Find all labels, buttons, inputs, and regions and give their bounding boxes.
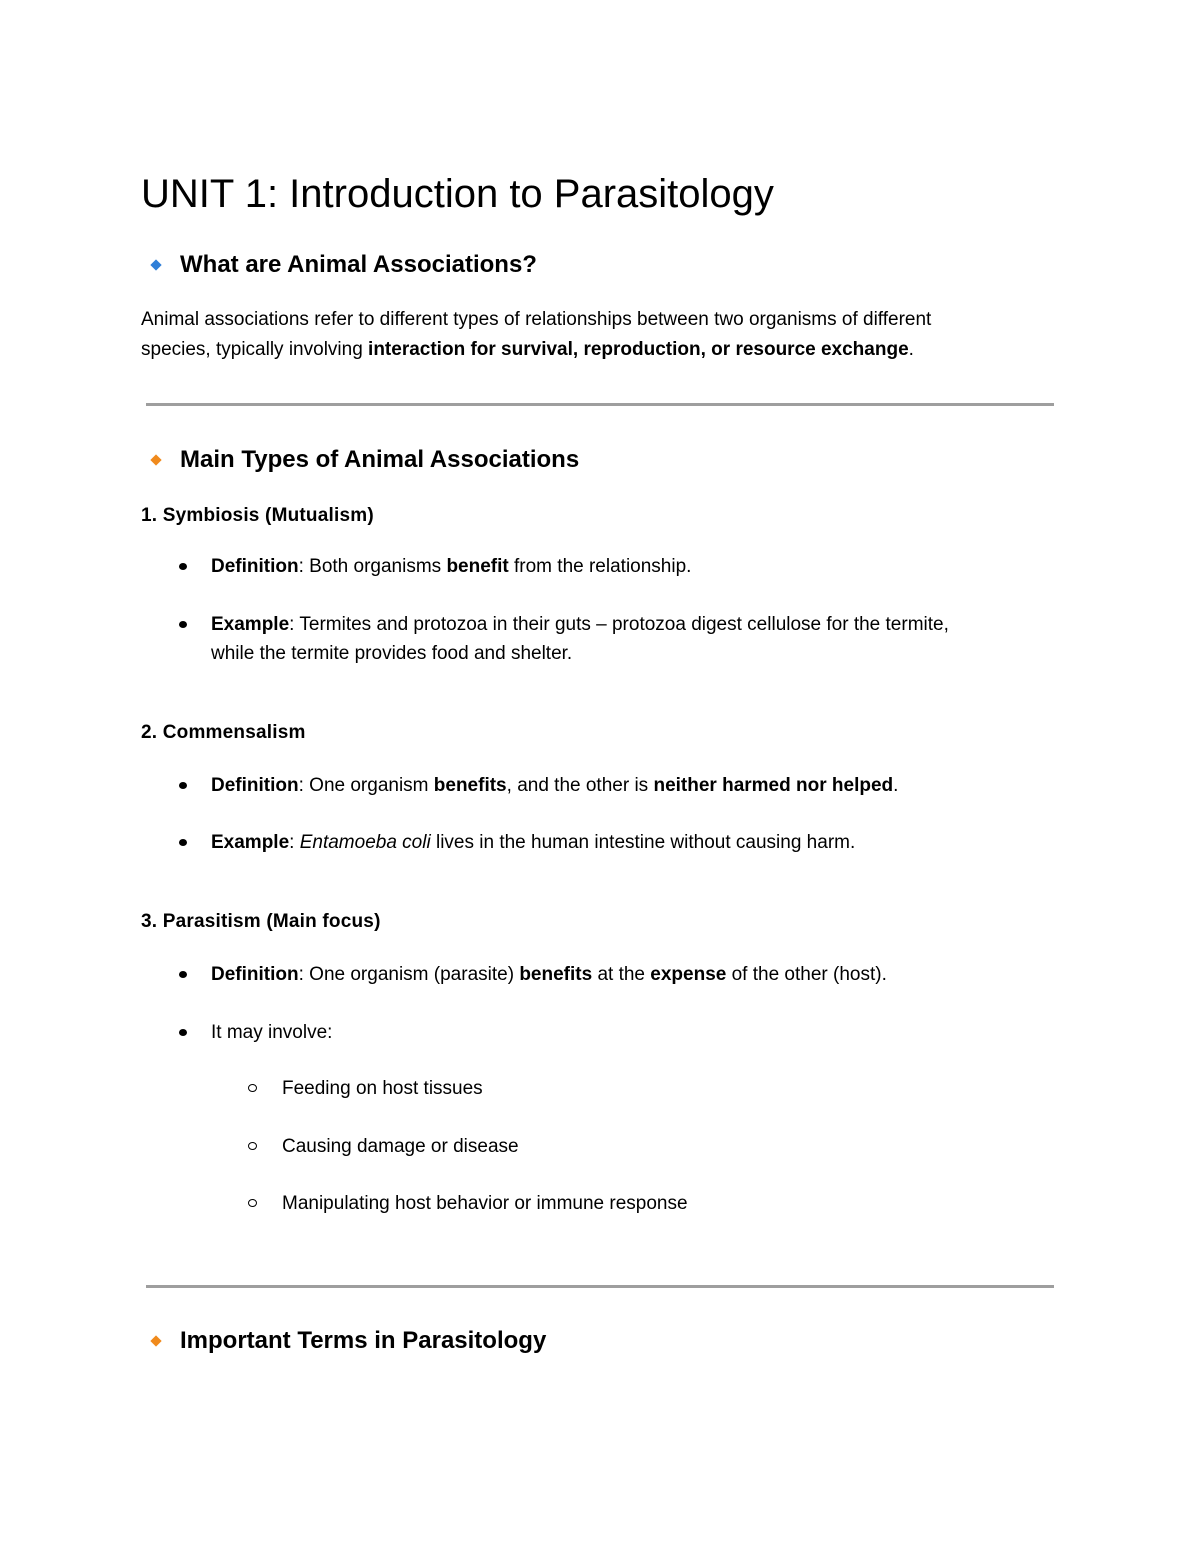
- bullet-icon: [179, 971, 187, 978]
- horizontal-divider: [146, 1285, 1054, 1288]
- bullet-icon: [179, 621, 187, 628]
- example-text: :: [289, 832, 300, 853]
- definition-label: Definition: [211, 556, 299, 577]
- definition-text: at the: [592, 964, 651, 985]
- list-item: It may involve:: [211, 1022, 333, 1043]
- definition-bold: neither harmed nor helped: [653, 775, 894, 796]
- intro-period: .: [908, 339, 914, 360]
- intro-paragraph-line2: [141, 335, 914, 365]
- bullet-icon: [179, 782, 187, 789]
- definition-text: : One organism (parasite): [298, 964, 520, 985]
- example-label: Example: [211, 832, 290, 853]
- list-item: [211, 828, 855, 857]
- blue-diamond-icon: [150, 259, 161, 270]
- definition-text: , and the other is: [506, 775, 654, 796]
- definition-bold: benefits: [519, 964, 593, 985]
- subheading-commensalism: 2. Commensalism: [141, 722, 306, 743]
- subheading-symbiosis: 1. Symbiosis (Mutualism): [141, 505, 374, 526]
- bullet-icon: [179, 839, 187, 846]
- intro-paragraph-line1: Animal associations refer to different types of relationships between two organisms of different: [141, 309, 932, 330]
- section-heading-main-types: Main Types of Animal Associations: [180, 446, 580, 473]
- sub-list-item: Causing damage or disease: [282, 1136, 519, 1157]
- definition-bold: expense: [650, 964, 727, 985]
- orange-diamond-icon: [150, 454, 161, 465]
- intro-bold-text: interaction for survival, reproduction, or resource exchange: [368, 339, 909, 360]
- section-heading-animal-associations: What are Animal Associations?: [180, 251, 537, 278]
- definition-text-end: from the relationship.: [508, 556, 692, 577]
- list-item: [211, 610, 949, 639]
- page-title: UNIT 1: Introduction to Parasitology: [141, 172, 774, 216]
- list-item: [211, 960, 887, 989]
- definition-bold: benefit: [446, 556, 509, 577]
- section-heading-important-terms: Important Terms in Parasitology: [180, 1327, 547, 1354]
- bullet-icon: [179, 563, 187, 570]
- horizontal-divider: [146, 403, 1054, 406]
- example-italic: Entamoeba coli: [299, 832, 431, 853]
- orange-diamond-icon: [150, 1335, 161, 1346]
- hollow-bullet-icon: [248, 1199, 257, 1207]
- hollow-bullet-icon: [248, 1142, 257, 1150]
- list-item: [211, 771, 898, 800]
- definition-text: : One organism: [298, 775, 434, 796]
- list-item-continuation: while the termite provides food and shelter.: [211, 643, 573, 664]
- definition-text: : Both organisms: [298, 556, 447, 577]
- definition-label: Definition: [211, 775, 299, 796]
- bullet-icon: [179, 1029, 187, 1036]
- definition-label: Definition: [211, 964, 299, 985]
- example-text-end: lives in the human intestine without causing harm.: [430, 832, 856, 853]
- intro-text: species, typically involving: [141, 339, 369, 360]
- definition-text-end: .: [893, 775, 899, 796]
- sub-list-item: Feeding on host tissues: [282, 1078, 483, 1099]
- list-item: [211, 552, 691, 581]
- hollow-bullet-icon: [248, 1084, 257, 1092]
- definition-text-end: of the other (host).: [726, 964, 887, 985]
- subheading-parasitism: 3. Parasitism (Main focus): [141, 911, 381, 932]
- definition-bold: benefits: [433, 775, 507, 796]
- example-text: : Termites and protozoa in their guts – protozoa digest cellulose for the termite,: [289, 614, 949, 635]
- sub-list-item: Manipulating host behavior or immune response: [282, 1193, 688, 1214]
- example-label: Example: [211, 614, 290, 635]
